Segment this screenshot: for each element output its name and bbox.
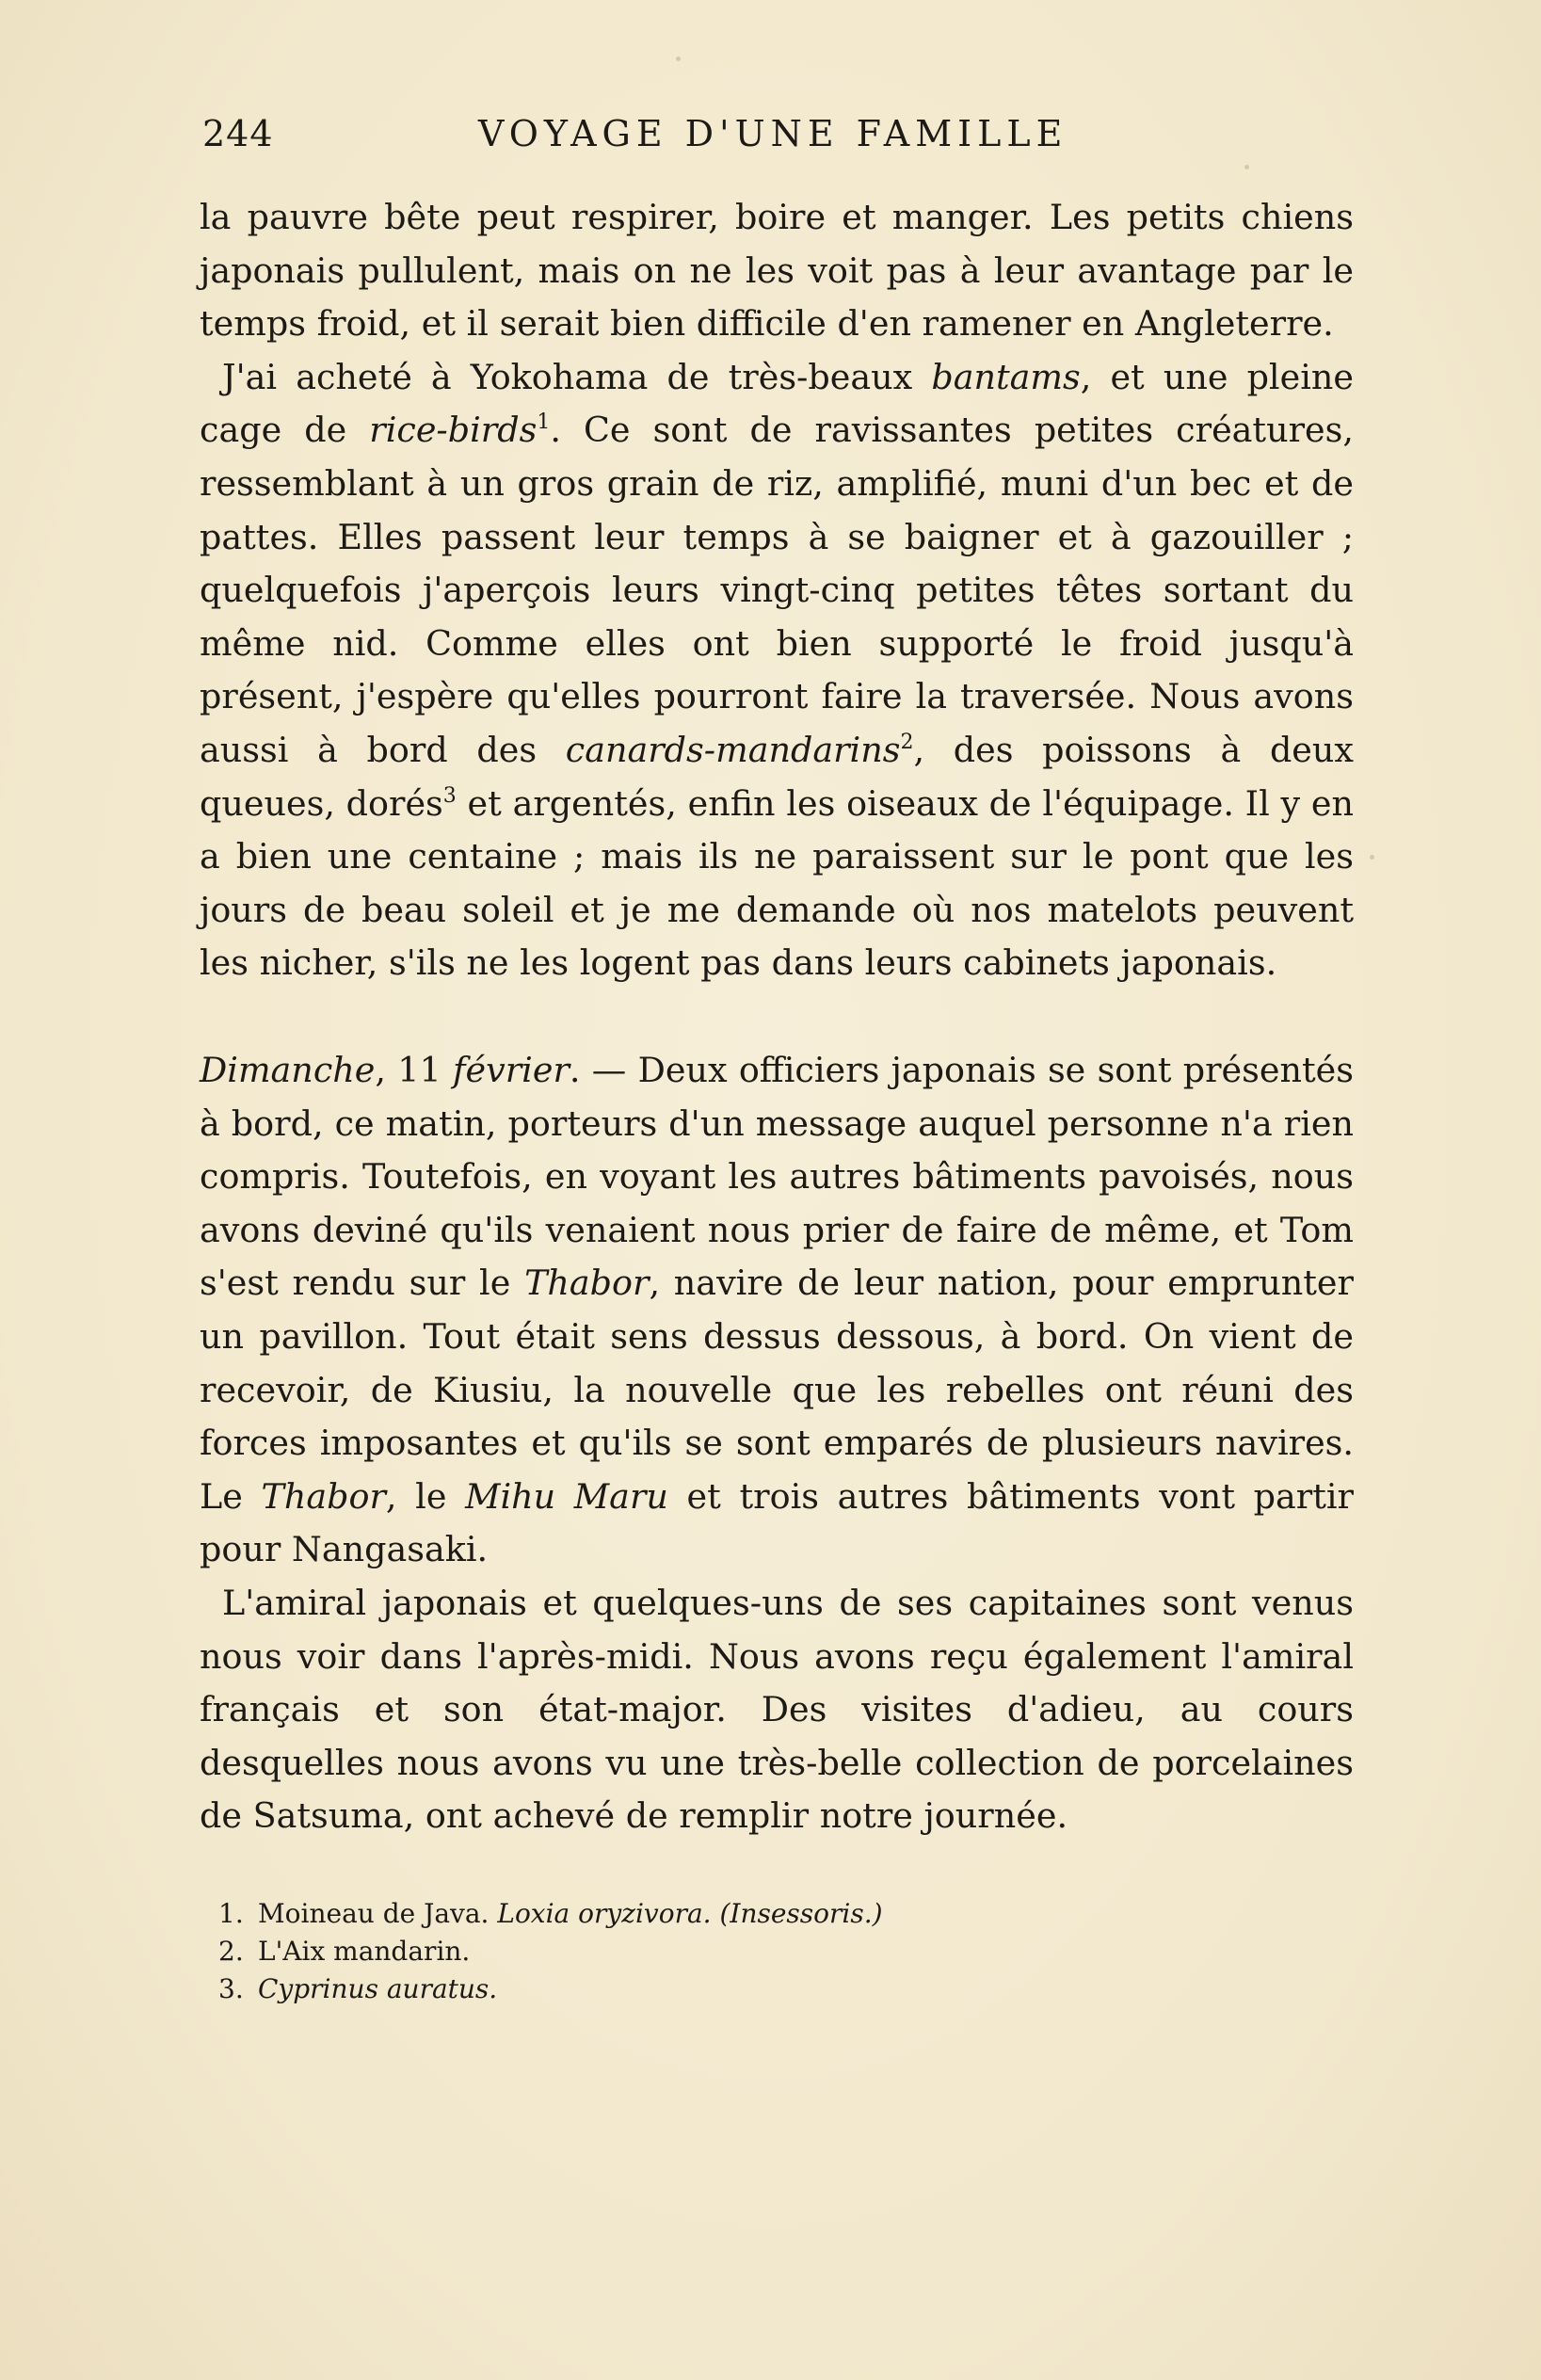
footnotes	[218, 1895, 1254, 2008]
body-text-top	[200, 191, 1354, 990]
paragraph-1: la pauvre bête peut respirer, boire et manger. Les petits chiens japonais pullulent, mais on ne les voit pas à leur avantage par le temps froid, et il serait bien difficile d'en ramener en Angleterre.	[200, 197, 1354, 345]
running-title: VOYAGE D'UNE FAMILLE	[478, 113, 1068, 154]
body-text-bottom	[200, 1044, 1354, 1843]
paper-speck	[1244, 165, 1249, 169]
footnote-2: 2. L'Aix mandarin.	[218, 1936, 471, 1967]
running-head	[202, 113, 1144, 169]
paper-speck	[1370, 855, 1374, 860]
page-number: 244	[202, 113, 274, 154]
paragraph-4: L'amiral japonais et quelques-uns de ses capitaines sont venus nous voir dans l'après-midi. Nous avons reçu également l'amiral français et son état-major. Des visites d'adieu, au cours desquelles nous avons vu une très-belle collection de porcelaines de Satsuma, ont achevé de remplir notre journée.	[200, 1582, 1354, 1837]
footnote-ref-3: 3	[442, 783, 457, 808]
paragraph-2: J'ai acheté à Yokohama de très-beaux bantams, et une pleine cage de rice-birds$^1$. Ce sont de ravissantes petites créatures, ressemblant à un gros grain de riz, amplifié, muni d'un bec et de pattes. Elles passent leur temps à se baigner et à gazouiller ; quelquefois j'aperçois leurs vingt-cinq petites têtes sortant du même nid. Comme elles ont bien supporté le froid jusqu'à présent, j'espère qu'elles pourront faire la traversée. Nous avons aussi à bord des canards-mandarins$^2$, des poissons à deux queues, dorés$^3$ et argentés, enfin les oiseaux de l'équipage. Il y en a bien une centaine ; mais ils ne paraissent sur le pont que les jours de beau soleil et je me demande où nos matelots peuvent les nicher, s'ils ne les logent pas dans leurs cabinets japonais.	[200, 356, 1354, 984]
paper-speck	[676, 56, 681, 61]
paragraph-3: Dimanche, 11 février. — Deux officiers japonais se sont présentés à bord, ce matin, porteurs d'un message auquel personne n'a rien compris. Toutefois, en voyant les autres bâtiments pavoisés, nous avons deviné qu'ils venaient nous prier de faire de même, et Tom s'est rendu sur le Thabor, navire de leur nation, pour emprunter un pavillon. Tout était sens dessus dessous, à bord. On vient de recevoir, de Kiusiu, la nouvelle que les rebelles ont réuni des forces imposantes et qu'ils se sont emparés de plusieurs navires. Le Thabor, le Mihu Maru et trois autres bâtiments vont partir pour Nangasaki.	[200, 1050, 1354, 1570]
footnote-ref-1: 1	[537, 410, 551, 435]
footnote-1: 1. Moineau de Java. Loxia oryzivora. (Insessoris.)	[218, 1898, 883, 1929]
footnote-3: 3. Cyprinus auratus.	[218, 1973, 498, 2004]
footnote-ref-2: 2	[900, 730, 914, 754]
